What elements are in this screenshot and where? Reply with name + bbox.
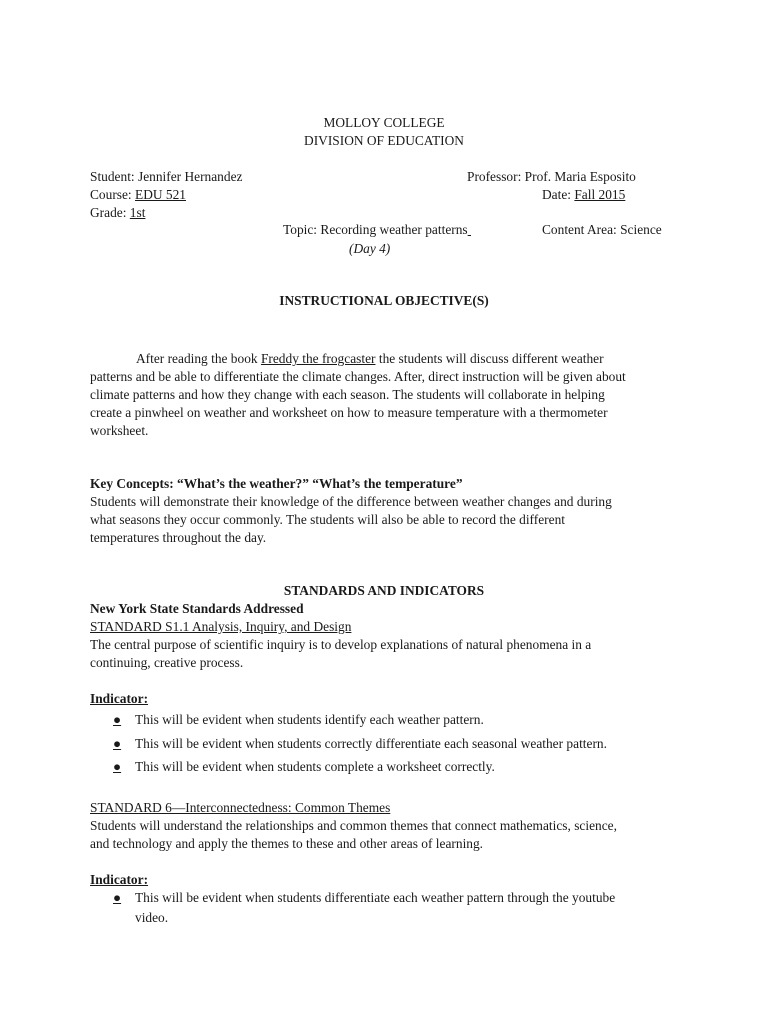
standard-s1-description: [90, 636, 700, 672]
indicator-heading: Indicator:: [90, 691, 149, 706]
objectives-line: climate patterns and how they change with each season. The students will collaborate in helping: [90, 387, 605, 402]
grade-value: 1st: [129, 205, 146, 220]
list-item: [113, 711, 484, 729]
standards-subheading: New York State Standards Addressed: [90, 601, 304, 616]
book-title: Freddy the frogcaster: [260, 351, 376, 366]
professor-value: Prof. Maria Esposito: [524, 169, 636, 184]
objectives-first-line: [90, 350, 700, 368]
student-line: [90, 168, 242, 186]
grade-line: [90, 204, 145, 222]
standard-6-description: [90, 817, 700, 853]
professor-line: [467, 168, 636, 186]
indicator-text: This will be evident when students correctly differentiate each seasonal weather pattern.: [135, 736, 607, 751]
key-concepts-line: temperatures throughout the day.: [90, 530, 267, 545]
list-item: [113, 889, 615, 907]
standard-s1-line: continuing, creative process.: [90, 655, 244, 670]
date-label: Date:: [542, 187, 571, 202]
key-concepts-paragraph: [90, 493, 700, 547]
student-label: Student:: [90, 169, 135, 184]
course-label: Course:: [90, 187, 132, 202]
content-area-value: Science: [620, 222, 662, 237]
list-item: [113, 758, 495, 776]
topic-label: Topic:: [283, 222, 318, 237]
bullet-icon: ●: [113, 890, 122, 905]
bullet-icon: ●: [113, 712, 122, 727]
topic-underline: [468, 222, 471, 237]
indicator-text: This will be evident when students complete a worksheet correctly.: [135, 759, 495, 774]
bullet-icon: ●: [113, 736, 122, 751]
standard-s1-title: STANDARD S1.1 Analysis, Inquiry, and Design: [90, 619, 352, 634]
objectives-line: patterns and be able to differentiate the climate changes. After, direct instruction will be given about: [90, 369, 626, 384]
indicator-heading: Indicator:: [90, 872, 149, 887]
content-area-label: Content Area:: [542, 222, 617, 237]
standard-s1-line: The central purpose of scientific inquiry is to develop explanations of natural phenomena in a: [90, 637, 592, 652]
date-line: [542, 186, 625, 204]
key-concepts-line: what seasons they occur commonly. The students will also be able to record the different: [90, 512, 565, 527]
student-value: Jennifer Hernandez: [138, 169, 243, 184]
list-item: [113, 735, 607, 753]
bullet-icon: ●: [113, 759, 122, 774]
day-label: (Day 4): [349, 241, 391, 256]
standard-6-line: and technology and apply the themes to these and other areas of learning.: [90, 836, 484, 851]
standard-6-title: STANDARD 6—Interconnectedness: Common Themes: [90, 800, 391, 815]
content-area-line: [542, 221, 662, 239]
grade-label: Grade:: [90, 205, 127, 220]
college-name: MOLLOY COLLEGE: [323, 115, 445, 130]
indicator-text-continued: video.: [135, 910, 169, 925]
objectives-paragraph: [90, 350, 700, 440]
date-value: Fall 2015: [574, 187, 626, 202]
professor-label: Professor:: [467, 169, 522, 184]
standards-heading: STANDARDS AND INDICATORS: [283, 583, 485, 598]
objectives-intro-rest: the students will discuss different weather: [378, 351, 604, 366]
topic-value: Recording weather patterns: [320, 222, 468, 237]
indicator-text: This will be evident when students differentiate each weather pattern through the youtube: [135, 890, 616, 905]
course-line: [90, 186, 186, 204]
objectives-line: create a pinwheel on weather and worksheet on how to measure temperature with a thermometer: [90, 405, 608, 420]
course-value: EDU 521: [135, 187, 186, 202]
key-concepts-line: Students will demonstrate their knowledge of the difference between weather changes and during: [90, 494, 612, 509]
key-concepts-heading: Key Concepts: “What’s the weather?” “What’s the temperature”: [90, 476, 463, 491]
standard-6-line: Students will understand the relationships and common themes that connect mathematics, science,: [90, 818, 617, 833]
objectives-heading: INSTRUCTIONAL OBJECTIVE(S): [279, 293, 489, 308]
division-name: DIVISION OF EDUCATION: [304, 133, 464, 148]
objectives-intro: After reading the book: [136, 351, 258, 366]
indicator-text: This will be evident when students identify each weather pattern.: [135, 712, 484, 727]
topic-line: [283, 221, 471, 239]
objectives-line: worksheet.: [90, 423, 149, 438]
